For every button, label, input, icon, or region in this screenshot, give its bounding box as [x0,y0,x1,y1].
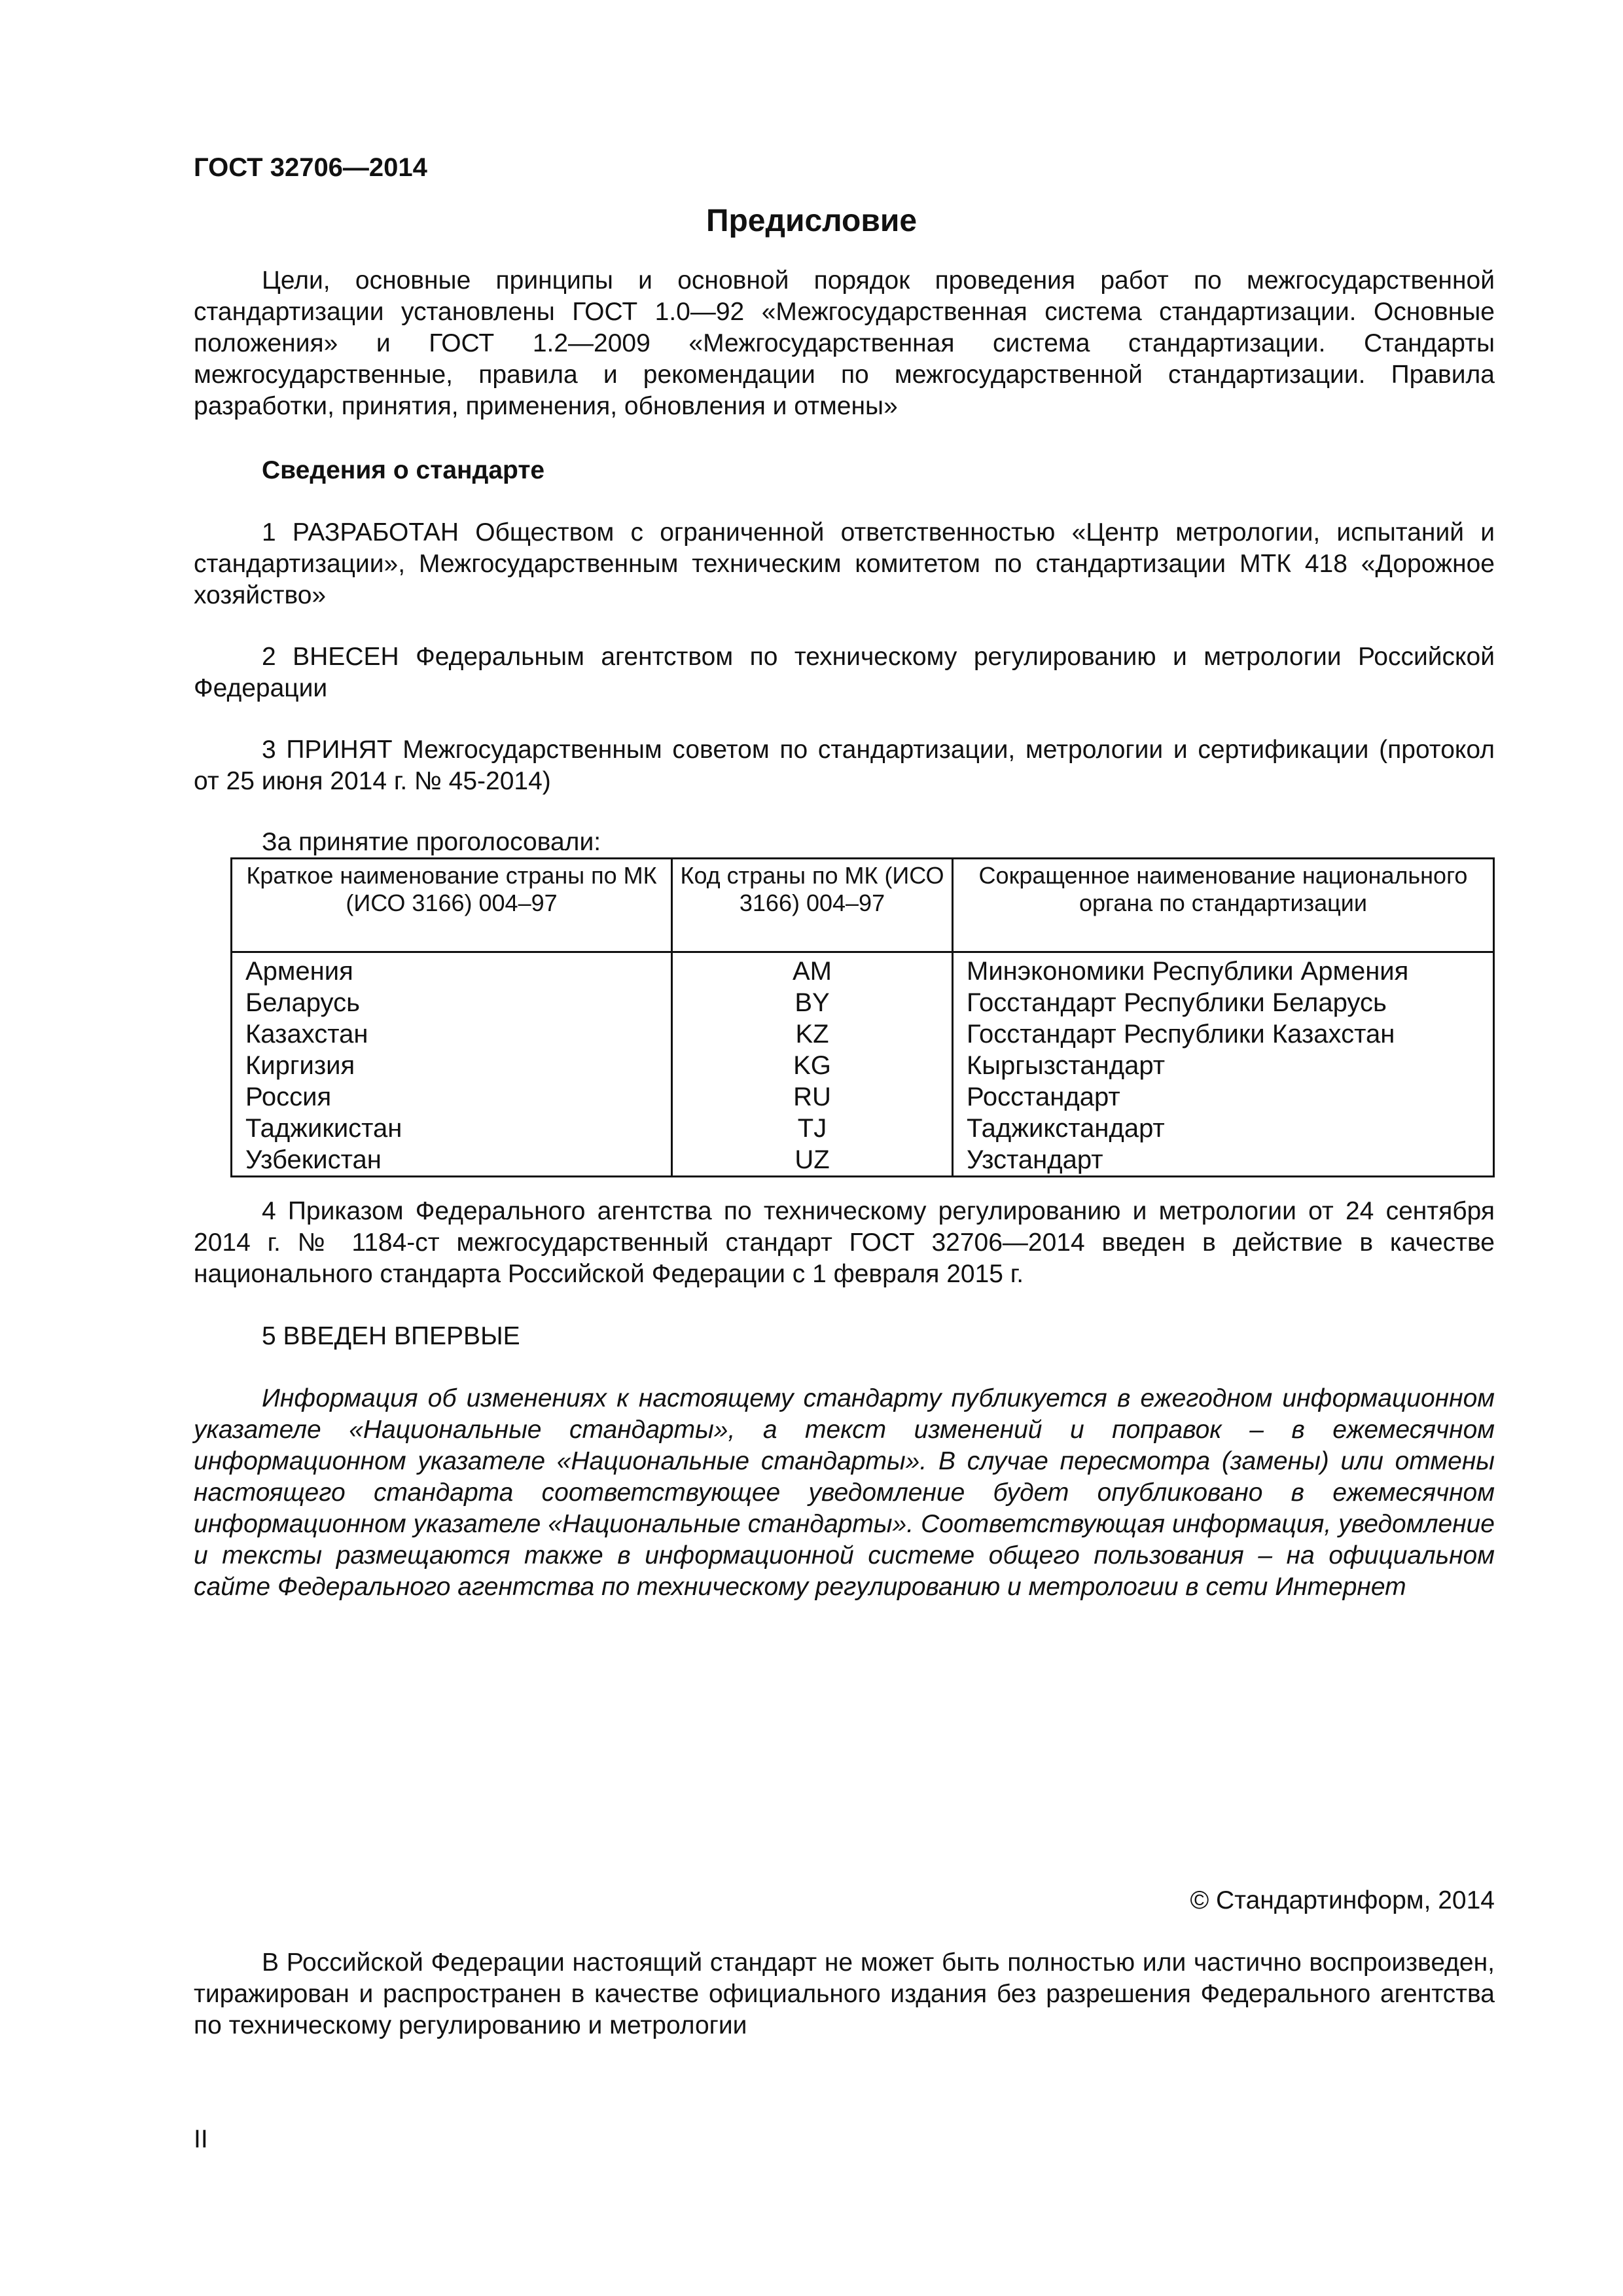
copyright-line: © Стандартинформ, 2014 [1190,1886,1495,1914]
code-cell: BY [672,987,953,1018]
standards-body-cell: Росстандарт [953,1081,1494,1113]
standards-body-cell: Минэкономики Республики Армения [953,952,1494,988]
table-row [232,952,1494,988]
table-row [232,1018,1494,1050]
item-5-paragraph: 5 ВВЕДЕН ВПЕРВЫЕ [262,1322,520,1350]
item-2-paragraph: 2 ВНЕСЕН Федеральным агентством по техническому регулированию и метрологии Российской Федерации [194,643,1495,702]
voting-table [230,857,1495,1177]
country-cell: Киргизия [232,1050,672,1081]
table-row [232,1113,1494,1144]
code-cell: KG [672,1050,953,1081]
column-header-country: Краткое наименование страны по МК (ИСО 3166) 004–97 [232,859,672,952]
page-title: Предисловие [705,204,918,238]
standards-body-cell: Узстандарт [953,1144,1494,1177]
column-header-standards-body: Сокращенное наименование национального органа по стандартизации [953,859,1494,952]
vote-caption: За принятие проголосовали: [262,828,601,856]
country-cell: Узбекистан [232,1144,672,1177]
intro-paragraph: Цели, основные принципы и основной порядок проведения работ по межгосударственной стандартизации установлены ГОСТ 1.0—92 «Межгосударственная система стандартизации. Основные положения» и ГОСТ 1.2—2009 «Межгосударственная система стандартизации. Стандарты межгосударственные, правила и рекомендации по межгосударственной стандартизации. Правила разработки, принятия, применения, обновления и отмены» [194,266,1495,420]
item-4-paragraph: 4 Приказом Федерального агентства по техническому регулированию и метрологии от 24 сентября 2014 г. № 1184-ст межгосударственный стандарт ГОСТ 32706—2014 введен в действие в качестве национального стандарта Российской Федерации с 1 февраля 2015 г. [194,1197,1495,1288]
table-row [232,1081,1494,1113]
code-cell: RU [672,1081,953,1113]
code-cell: TJ [672,1113,953,1144]
standards-body-cell: Госстандарт Республики Беларусь [953,987,1494,1018]
table-row [232,1050,1494,1081]
table-row [232,1144,1494,1177]
table-row [232,987,1494,1018]
document-header: ГОСТ 32706—2014 [194,153,427,182]
country-cell: Казахстан [232,1018,672,1050]
code-cell: KZ [672,1018,953,1050]
table-header-row [232,859,1494,952]
rights-paragraph: В Российской Федерации настоящий стандарт не может быть полностью или частично воспроизведен, тиражирован и распространен в качестве официального издания без разрешения Федерального агентства по техническому регулированию и метрологии [194,1948,1495,2039]
column-header-code: Код страны по МК (ИСО 3166) 004–97 [672,859,953,952]
info-heading: Сведения о стандарте [262,456,545,484]
country-cell: Армения [232,952,672,988]
country-cell: Таджикистан [232,1113,672,1144]
standards-body-cell: Таджикстандарт [953,1113,1494,1144]
item-3-paragraph: 3 ПРИНЯТ Межгосударственным советом по стандартизации, метрологии и сертификации (протокол от 25 июня 2014 г. № 45-2014) [194,736,1495,795]
country-cell: Беларусь [232,987,672,1018]
page-number: II [194,2125,208,2153]
item-1-paragraph: 1 РАЗРАБОТАН Обществом с ограниченной ответственностью «Центр метрологии, испытаний и стандартизации», Межгосударственным техническим комитетом по стандартизации МТК 418 «Дорожное хозяйство» [194,518,1495,609]
standards-body-cell: Госстандарт Республики Казахстан [953,1018,1494,1050]
standards-body-cell: Кыргызстандарт [953,1050,1494,1081]
code-cell: AM [672,952,953,988]
code-cell: UZ [672,1144,953,1177]
country-cell: Россия [232,1081,672,1113]
notice-paragraph: Информация об изменениях к настоящему стандарту публикуется в ежегодном информационном указателе «Национальные стандарты», а текст изменений и поправок – в ежемесячном информационном указателе «Национальные стандарты». В случае пересмотра (замены) или отмены настоящего стандарта соответствующее уведомление будет опубликовано в ежемесячном информационном указателе «Национальные стандарты». Соответствующая информация, уведомление и тексты размещаются также в информационной системе общего пользования – на официальном сайте Федерального агентства по техническому регулированию и метрологии в сети Интернет [194,1384,1495,1601]
